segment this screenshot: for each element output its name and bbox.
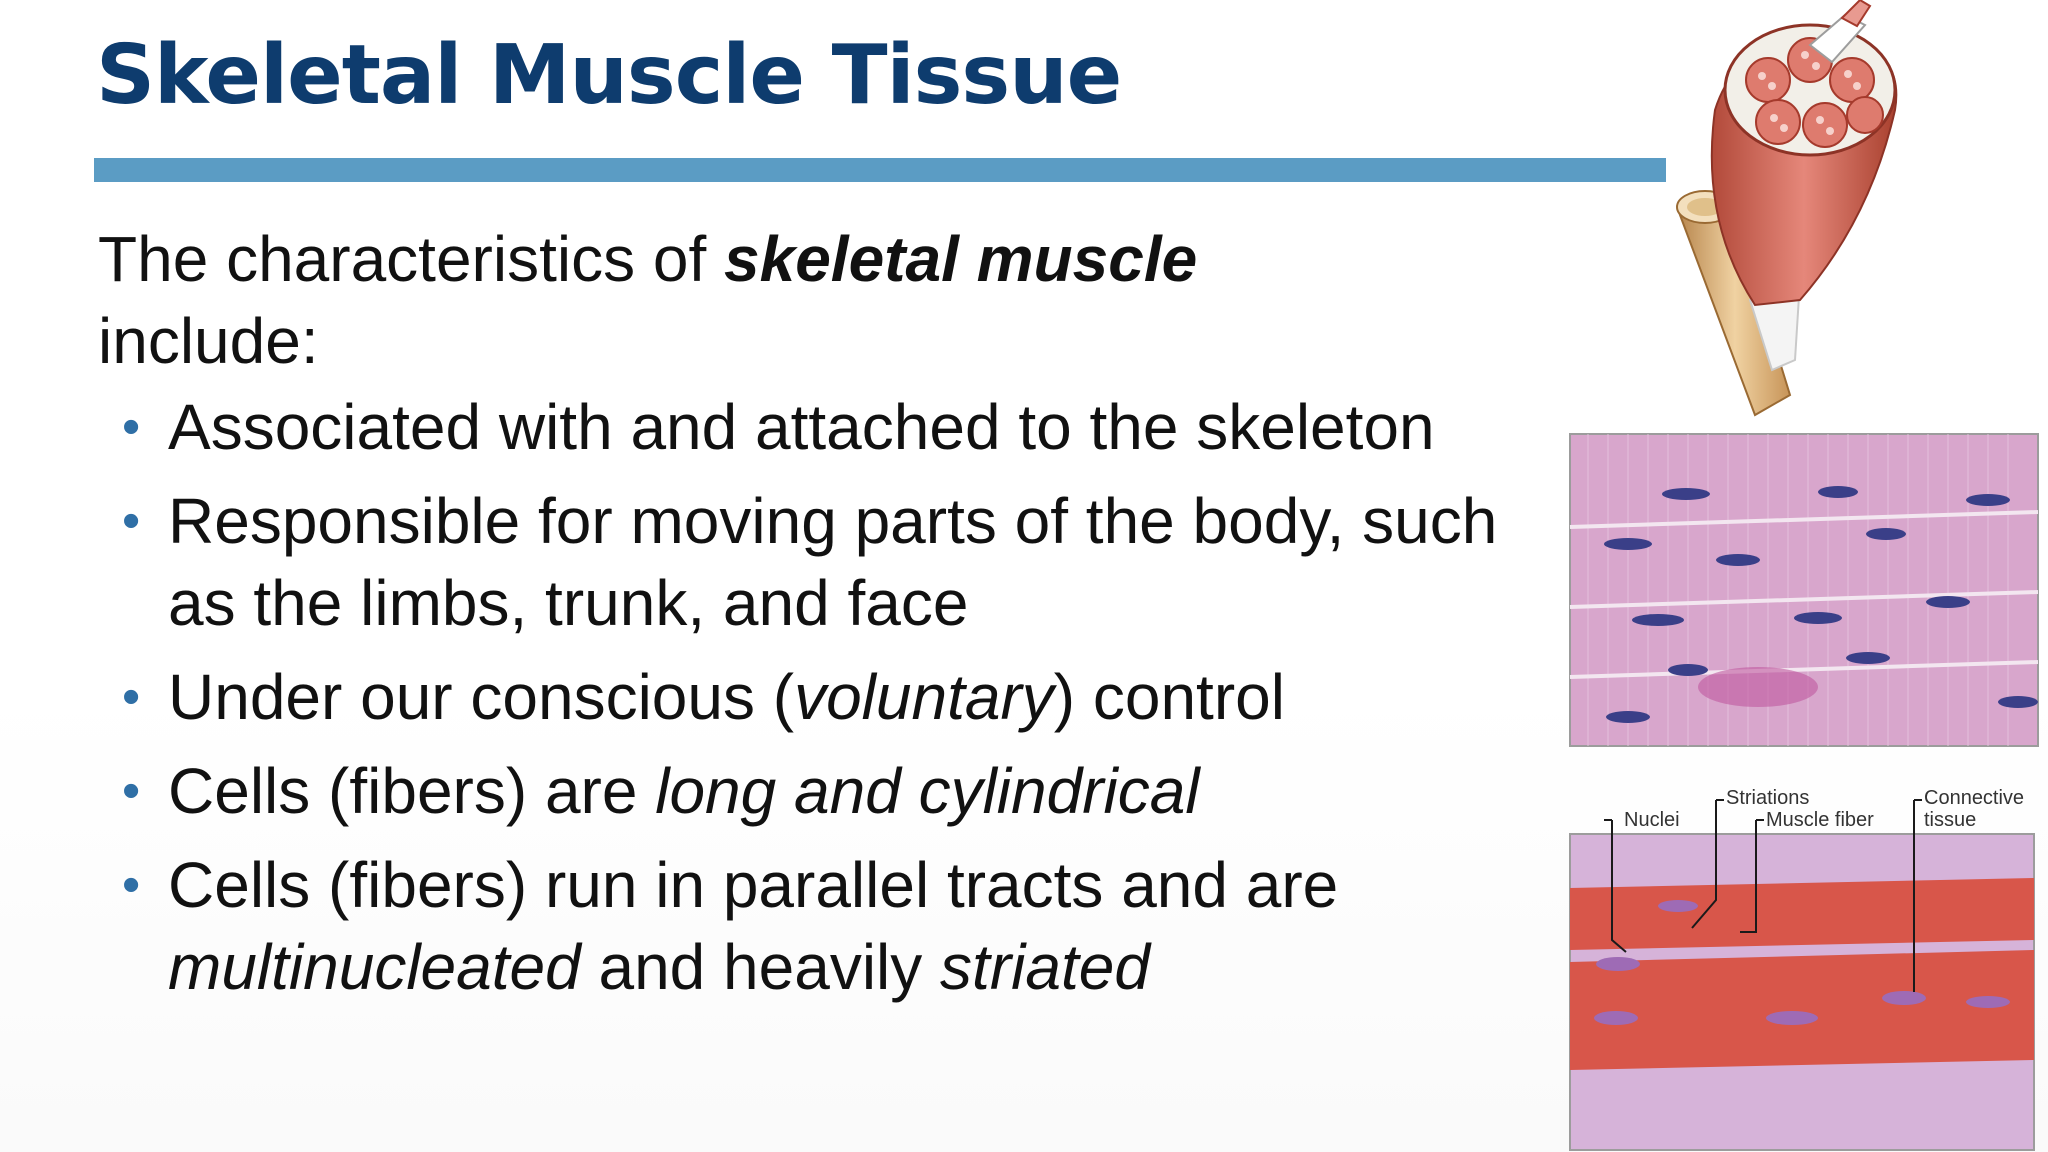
bullet-text: Associated with and attached to the skeleton	[168, 391, 1435, 463]
bullet-text: Cells (fibers) run in parallel tracts and are	[168, 849, 1339, 921]
slide-body	[98, 218, 1538, 1020]
bullet-text: Under our conscious (	[168, 661, 795, 733]
bullet-item	[98, 386, 1538, 468]
label-connective-tissue-line2: tissue	[1924, 809, 1977, 831]
muscle-anatomy-illustration	[1660, 0, 2048, 430]
bullet-marker: •	[122, 492, 141, 550]
micrograph-striated-muscle	[1568, 432, 2040, 748]
bullet-emphasis: voluntary	[794, 661, 1054, 733]
bullet-item	[98, 480, 1538, 644]
bullet-list	[98, 386, 1538, 1008]
label-connective-tissue-line1: Connective	[1924, 787, 2025, 809]
labelled-muscle-fiber-diagram	[1568, 770, 2048, 1152]
bullet-text: Responsible for moving parts of the body, such as the limbs, trunk, and face	[168, 485, 1498, 639]
label-nuclei: Nuclei	[1624, 809, 1680, 831]
bullet-text: ) control	[1053, 661, 1285, 733]
intro-emphasis: skeletal muscle	[724, 223, 1198, 295]
slide-title: Skeletal Muscle Tissue	[96, 28, 1122, 123]
bullet-text: Cells (fibers) are	[168, 755, 656, 827]
intro-prefix: The characteristics of	[98, 223, 724, 295]
bullet-emphasis: multinucleated	[168, 931, 581, 1003]
bullet-emphasis: long and cylindrical	[655, 755, 1200, 827]
title-rule	[94, 158, 1666, 182]
intro-suffix: include:	[98, 305, 319, 377]
intro-paragraph	[98, 218, 1538, 382]
bullet-marker: •	[122, 668, 141, 726]
bullet-marker: •	[122, 856, 141, 914]
bullet-text: and heavily	[580, 931, 941, 1003]
label-striations: Striations	[1726, 787, 1810, 809]
bullet-item	[98, 656, 1538, 738]
bullet-item	[98, 844, 1538, 1008]
bullet-emphasis: striated	[940, 931, 1150, 1003]
bullet-item	[98, 750, 1538, 832]
label-muscle-fiber: Muscle fiber	[1766, 809, 1874, 831]
bullet-marker: •	[122, 398, 141, 456]
bullet-marker: •	[122, 762, 141, 820]
